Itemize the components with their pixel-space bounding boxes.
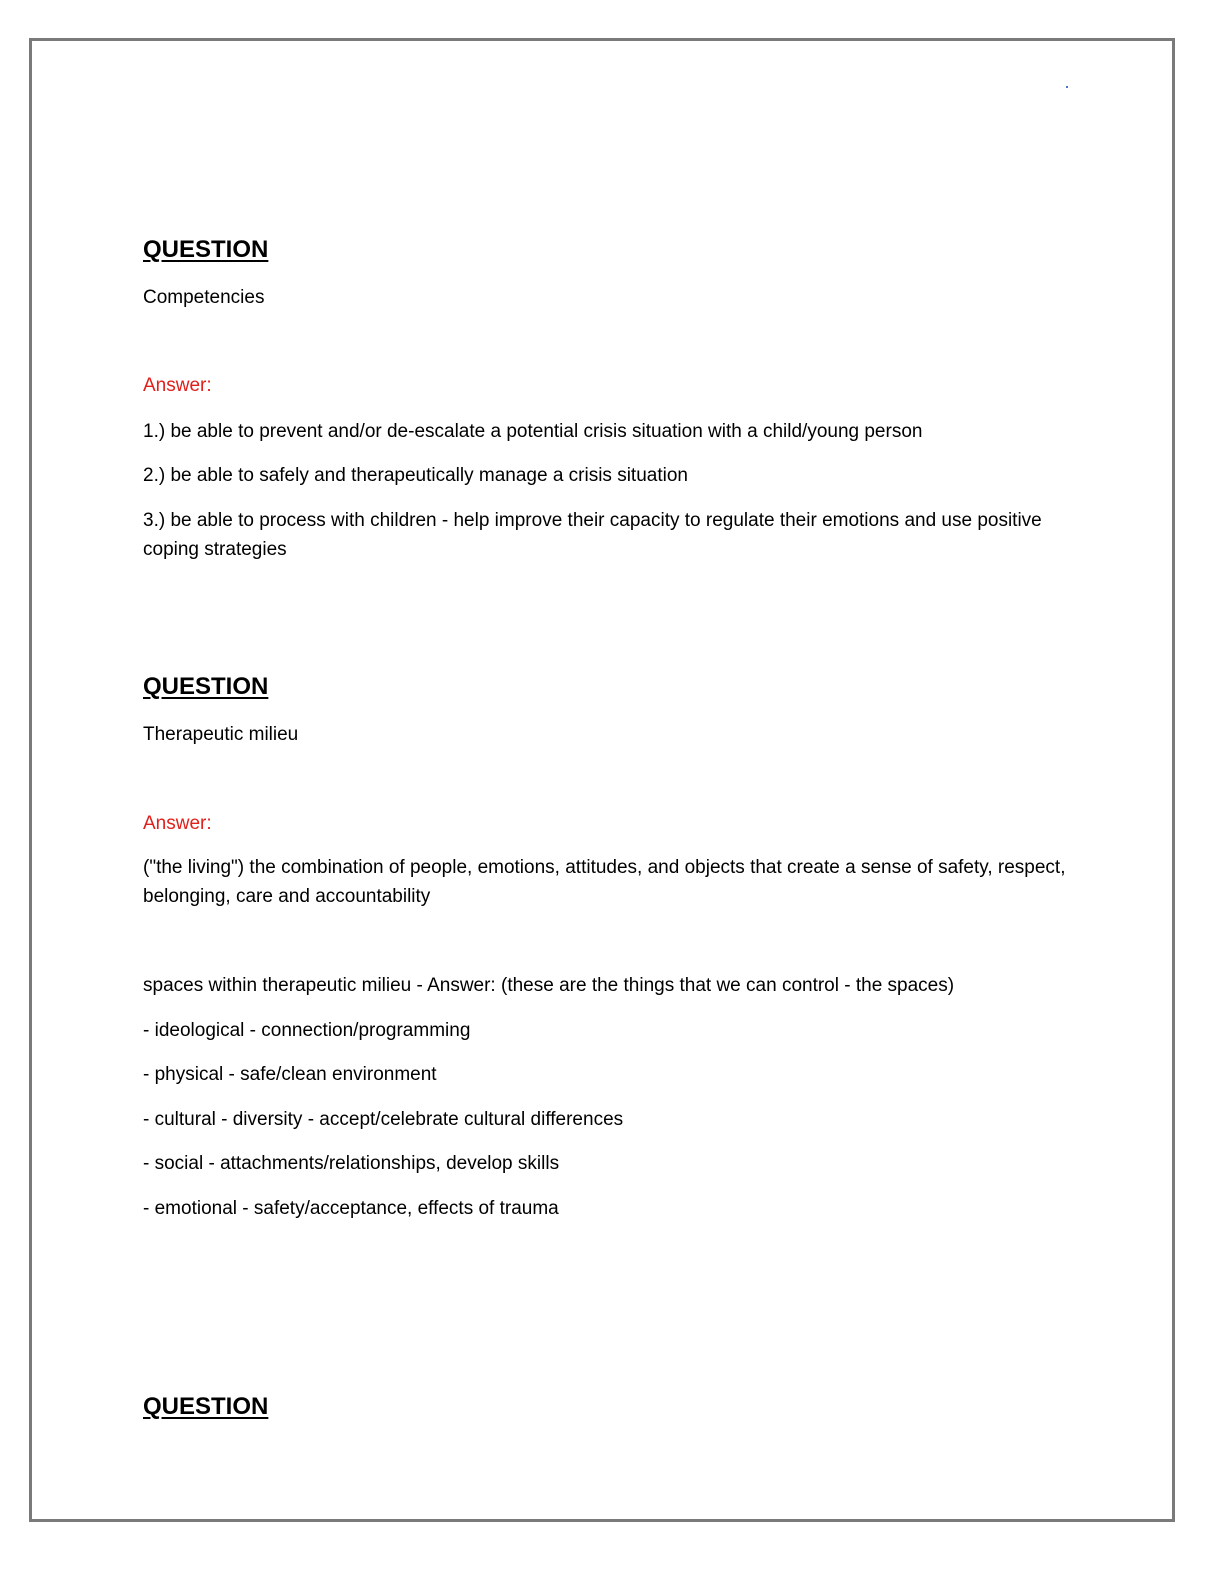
question-heading: QUESTION — [143, 673, 269, 700]
answer-line: 3.) be able to process with children - help improve their capacity to regulate their emotions and use positive coping strategies — [143, 510, 1042, 560]
question-text: Competencies — [143, 287, 265, 308]
answer-line: 2.) be able to safely and therapeutically manage a crisis situation — [143, 465, 688, 486]
answer-label: Answer: — [143, 813, 212, 834]
answer-line: ("the living") the combination of people, emotions, attitudes, and objects that create a sense of safety, respect, belonging, care and accountability — [143, 857, 1066, 907]
question-heading: QUESTION — [143, 1393, 269, 1420]
spaces-item: - cultural - diversity - accept/celebrate cultural differences — [143, 1109, 624, 1130]
spaces-line: spaces within therapeutic milieu - Answer: (these are the things that we can control - the spaces) — [143, 975, 955, 996]
spaces-item: - social - attachments/relationships, develop skills — [143, 1153, 560, 1174]
question-heading: QUESTION — [143, 236, 269, 263]
spaces-item: - physical - safe/clean environment — [143, 1064, 437, 1085]
question-text: Therapeutic milieu — [143, 724, 299, 745]
spaces-item: - emotional - safety/acceptance, effects of trauma — [143, 1198, 559, 1219]
spaces-item: - ideological - connection/programming — [143, 1020, 471, 1041]
answer-line: 1.) be able to prevent and/or de-escalate a potential crisis situation with a child/young person — [143, 421, 923, 442]
corner-mark — [1066, 86, 1068, 88]
answer-label: Answer: — [143, 375, 212, 396]
